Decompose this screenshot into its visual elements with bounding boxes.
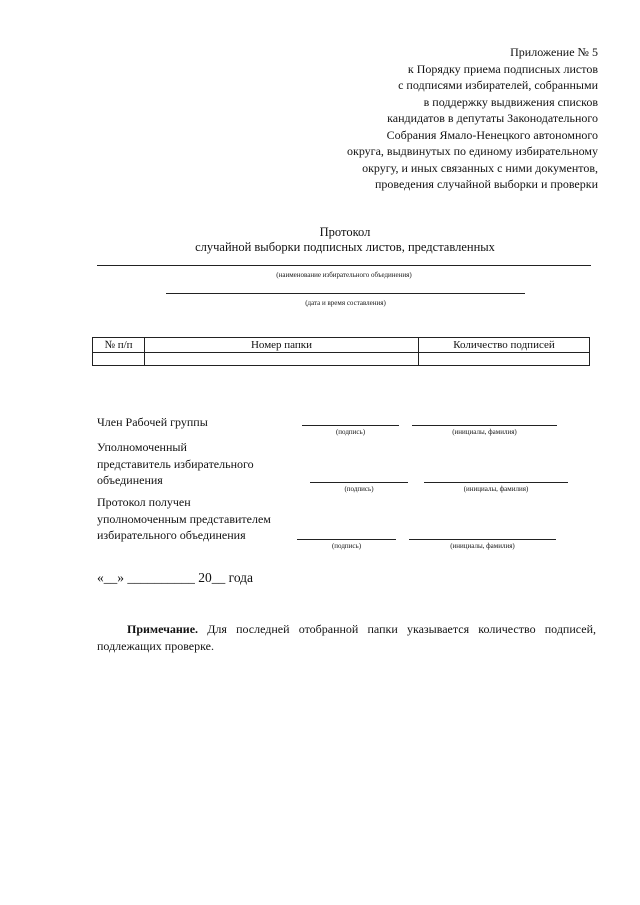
table-cell [93,353,145,366]
representative-label [97,439,254,489]
member-label: Член Рабочей группы [97,415,208,429]
initials-line [424,482,568,483]
folders-table [92,337,590,366]
received-label-line: Протокол получен [97,495,191,509]
association-line [97,265,591,266]
signature-line [310,482,408,483]
appendix-line: Приложение № 5 [510,45,598,59]
date-line: «__» __________ 20__ года [97,570,254,585]
representative-label-line: Уполномоченный [97,440,187,454]
signature-caption: (подпись) [344,485,374,493]
signature-line [297,539,396,540]
appendix-line: кандидатов в депутаты Законодательного [387,111,598,125]
datetime-caption: (дата и время составления) [305,299,386,307]
table-row [93,353,590,366]
initials-line [409,539,556,540]
note-text: Для последней отобранной папки указывается количество подписей, подлежащих проверке. [97,622,596,653]
table-cell [419,353,590,366]
appendix-line: с подписями избирателей, собранными [398,78,598,92]
appendix-line: проведения случайной выборки и проверки [374,177,598,191]
initials-line [412,425,557,426]
table-cell [145,353,419,366]
appendix-header [298,44,598,193]
appendix-line: округу, и иных связанных с ними документов, [362,160,598,175]
column-header-number: № п/п [93,338,145,353]
appendix-line: Собрания Ямало-Ненецкого автономного [386,127,598,142]
representative-label-line: объединения [97,473,163,487]
representative-label-line: представитель избирательного [97,456,254,471]
column-header-folder: Номер папки [145,338,419,353]
note-label: Примечание. [127,622,199,636]
appendix-line: к Порядку приема подписных листов [407,61,598,76]
datetime-line [166,293,525,294]
initials-caption: (инициалы, фамилия) [452,428,517,436]
note-paragraph [97,621,596,654]
initials-caption: (инициалы, фамилия) [463,485,529,493]
received-label [97,494,271,544]
appendix-line: в поддержку выдвижения списков [423,94,598,109]
appendix-line: округа, выдвинутых по единому избирательному [347,144,598,158]
protocol-title: Протокол [319,225,371,239]
protocol-subtitle: случайной выборки подписных листов, представленных [195,240,495,254]
signature-caption: (подпись) [335,428,366,436]
column-header-signatures: Количество подписей [419,338,590,353]
signature-caption: (подпись) [331,542,362,550]
association-caption: (наименование избирательного объединения) [276,271,412,279]
table-header-row [93,338,590,353]
signature-line [302,425,399,426]
initials-caption: (инициалы, фамилия) [450,542,515,550]
received-label-line: уполномоченным представителем [97,511,271,526]
received-label-line: избирательного объединения [97,528,246,542]
